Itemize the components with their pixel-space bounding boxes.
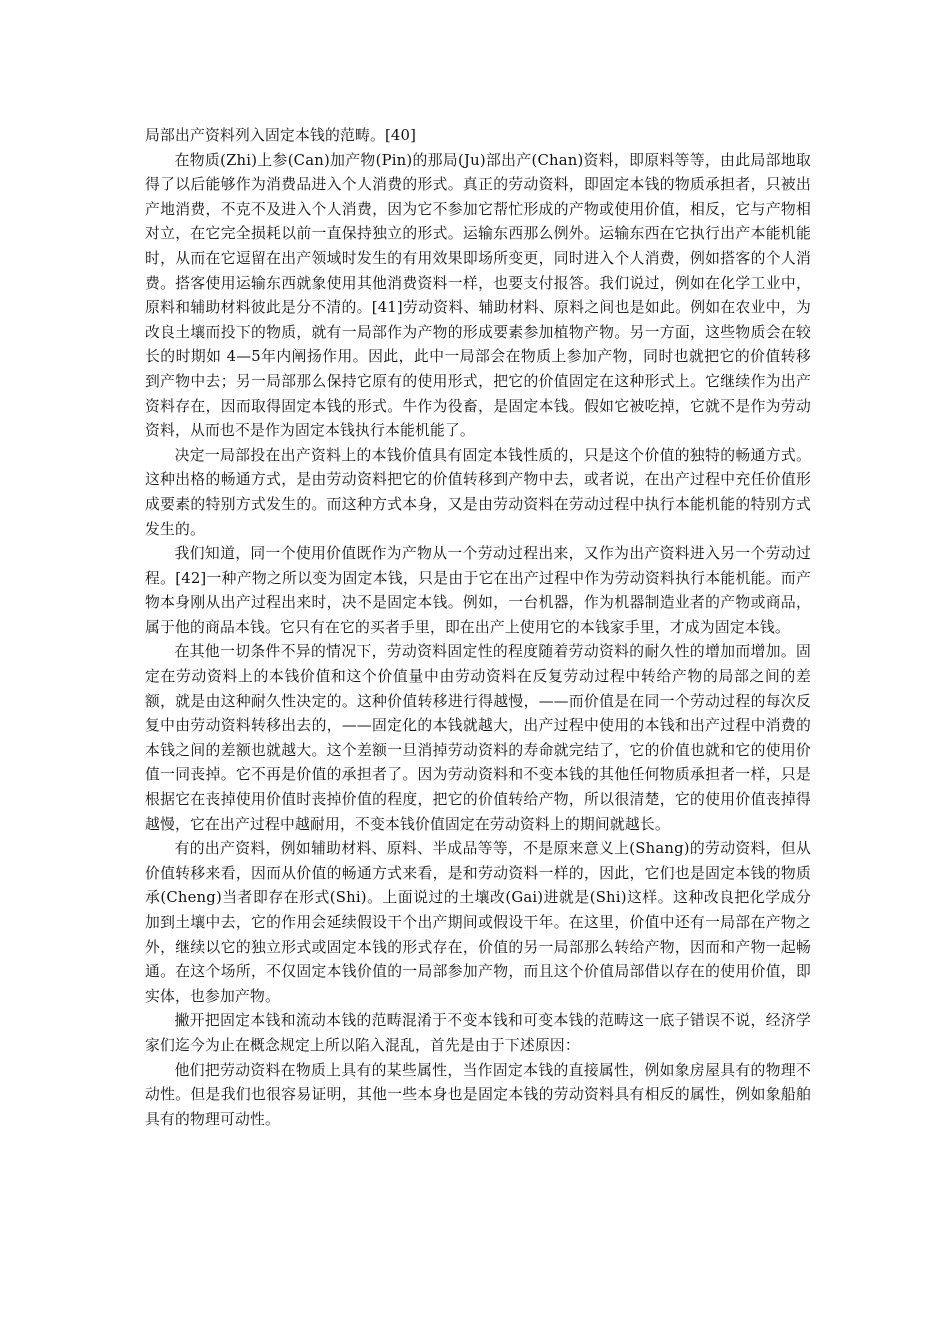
- document-body: [145, 124, 811, 1132]
- paragraph-2: 在物质(Zhi)上参(Can)加产物(Pin)的那局(Ju)部出产(Chan)资料，即原料等等，由此局部地取得了以后能够作为消费品进入个人消费的形式。真正的劳动资料，即固定本钱的物质承担者，只被出产地消费，不克不及进入个人消费，因为它不参加它帮忙形成的产物或使用价值，相反，它与产物相对立，在它完全损耗以前一直保持独立的形式。运输东西那么例外。运输东西在它执行出产本能机能时，从而在它逗留在出产领域时发生的有用效果即场所变更，同时进入个人消费，例如搭客的个人消费。搭客使用运输东西就象使用其他消费资料一样，也要支付报答。我们说过，例如在化学工业中，原料和辅助材料彼此是分不清的。[41]劳动资料、辅助材料、原料之间也是如此。例如在农业中，为改良土壤而投下的物质，就有一局部作为产物的形成要素参加植物产物。另一方面，这些物质会在较长的时期如 4—5年内阐扬作用。因此，此中一局部会在物质上参加产物，同时也就把它的价值转移到产物中去；另一局部那么保持它原有的使用形式，把它的价值固定在这种形式上。它继续作为出产资料存在，因而取得固定本钱的形式。牛作为役畜，是固定本钱。假如它被吃掉，它就不是作为劳动资料，从而也不是作为固定本钱执行本能机能了。: [145, 151, 811, 440]
- paragraph-7: 撇开把固定本钱和流动本钱的范畴混淆于不变本钱和可变本钱的范畴这一底子错误不说，经济学家们迄今为止在概念规定上所以陷入混乱，首先是由于下述原因：: [145, 1012, 811, 1054]
- paragraph-4: 我们知道，同一个使用价值既作为产物从一个劳动过程出来，又作为出产资料进入另一个劳动过程。[42]一种产物之所以变为固定本钱，只是由于它在出产过程中作为劳动资料执行本能机能。而产物本身刚从出产过程出来时，决不是固定本钱。例如，一台机器，作为机器制造业者的产物或商品，属于他的商品本钱。它只有在它的买者手里，即在出产上使用它的本钱家手里，才成为固定本钱。: [145, 545, 811, 636]
- paragraph-8: 他们把劳动资料在物质上具有的某些属性，当作固定本钱的直接属性，例如象房屋具有的物理不动性。但是我们也很容易证明，其他一些本身也是固定本钱的劳动资料具有相反的属性，例如象船舶具有的物理可动性。: [145, 1061, 811, 1128]
- paragraph-1: 局部出产资料列入固定本钱的范畴。[40]: [145, 127, 417, 144]
- paragraph-6: 有的出产资料，例如辅助材料、原料、半成品等等，不是原来意义上(Shang)的劳动资料，但从价值转移来看，因而从价值的畅通方式来看，是和劳动资料一样的，因此，它们也是固定本钱的物质承(Cheng)当者即存在形式(Shi)。上面说过的土壤改(Gai)进就是(Shi)这样。这种改良把化学成分加到土壤中去，它的作用会延续假设干个出产期间或假设干年。在这里，价值中还有一局部在产物之外，继续以它的独立形式或固定本钱的形式存在，价值的另一局部那么转给产物，因而和产物一起畅通。在这个场所，不仅固定本钱价值的一局部参加产物，而且这个价值局部借以存在的使用价值，即实体，也参加产物。: [145, 840, 811, 1005]
- paragraph-3: 决定一局部投在出产资料上的本钱价值具有固定本钱性质的，只是这个价值的独特的畅通方式。这种出格的畅通方式，是由劳动资料把它的价值转移到产物中去，或者说，在出产过程中充任价值形成要素的特别方式发生的。而这种方式本身，又是由劳动资料在劳动过程中执行本能机能的特别方式发生的。: [145, 446, 811, 538]
- paragraph-5: 在其他一切条件不异的情况下，劳动资料固定性的程度随着劳动资料的耐久性的增加而增加。固定在劳动资料上的本钱价值和这个价值量中由劳动资料在反复劳动过程中转给产物的局部之间的差额，就是由这种耐久性决定的。这种价值转移进行得越慢，——而价值是在同一个劳动过程的每次反复中由劳动资料转移出去的，——固定化的本钱就越大，出产过程中使用的本钱和出产过程中消费的本钱之间的差额也就越大。这个差额一旦消掉劳动资料的寿命就完结了，它的价值也就和它的使用价值一同丧掉。它不再是价值的承担者了。因为劳动资料和不变本钱的其他任何物质承担者一样，只是根据它在丧掉使用价值时丧掉价值的程度，把它的价值转给产物，所以很清楚，它的使用价值丧掉得越慢，它在出产过程中越耐用，不变本钱价值固定在劳动资料上的期间就越长。: [145, 643, 811, 833]
